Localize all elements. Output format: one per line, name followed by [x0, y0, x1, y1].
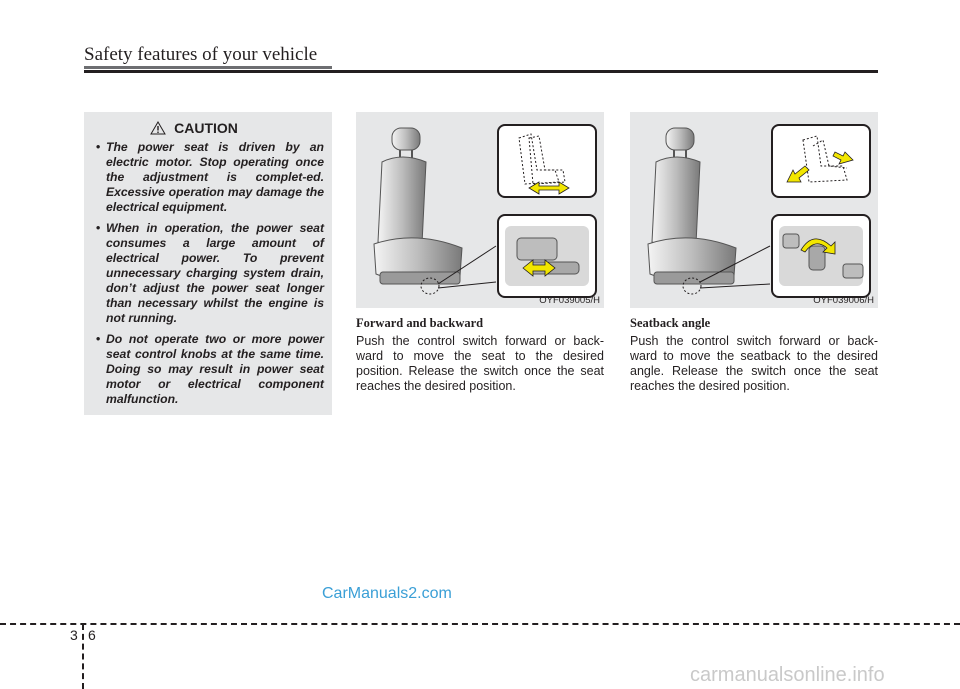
page-header-title: Safety features of your vehicle — [84, 44, 318, 65]
figure-code: OYF039005/H — [539, 295, 600, 306]
caution-list — [94, 140, 324, 407]
section-forward-backward — [356, 316, 604, 394]
caution-item: • Do not operate two or more power seat control knobs at the same time. Doing so may result in power seat motor or electrical component malfunction. — [94, 332, 324, 407]
header-rule — [84, 70, 878, 73]
seat-switch-inset — [497, 214, 597, 298]
caution-item: • When in operation, the power seat consumes a large amount of electrical power. To prevent unnecessary charging system drain, don’t adjust the power seat longer than necessary whilst the engine is not running. — [94, 221, 324, 326]
seatback-movement-inset — [771, 124, 871, 198]
seat-forward-backward-icon — [499, 126, 595, 196]
watermark-link[interactable]: CarManuals2.com — [322, 585, 452, 602]
warning-triangle-icon — [150, 121, 166, 135]
figure-seatback-angle — [630, 112, 878, 308]
footer-divider — [0, 623, 960, 625]
seatback-switch-inset — [771, 214, 871, 298]
caution-box — [84, 112, 332, 415]
caution-item: • The power seat is driven by an electric motor. Stop operating once the adjustment is complet-ed. Excessive operation may damage the electrical equipment. — [94, 140, 324, 215]
header-accent-rule — [84, 66, 332, 69]
section-heading: Seatback angle — [630, 316, 711, 330]
page-number: 6 — [88, 627, 96, 643]
tilt-switch-icon — [773, 216, 869, 296]
footer-site-watermark: carmanualsonline.info — [690, 664, 885, 686]
section-seatback-angle — [630, 316, 878, 394]
section-body: Push the control switch forward or back-ward to move the seatback to the desired angle. Release the switch once the seat reaches the desired position. — [630, 334, 878, 393]
section-body: Push the control switch forward or back-ward to move the seat to the desired position. Release the switch once the seat reaches the desired position. — [356, 334, 604, 393]
figure-code: OYF039006/H — [813, 295, 874, 306]
chapter-number: 3 — [70, 627, 78, 643]
seatback-recline-icon — [773, 126, 869, 196]
caution-header — [94, 120, 294, 136]
footer-vertical-divider — [82, 624, 84, 689]
section-heading: Forward and backward — [356, 316, 484, 330]
slide-switch-icon — [499, 216, 595, 296]
figure-seat-forward-backward — [356, 112, 604, 308]
caution-heading: CAUTION — [174, 120, 238, 136]
seat-movement-inset — [497, 124, 597, 198]
